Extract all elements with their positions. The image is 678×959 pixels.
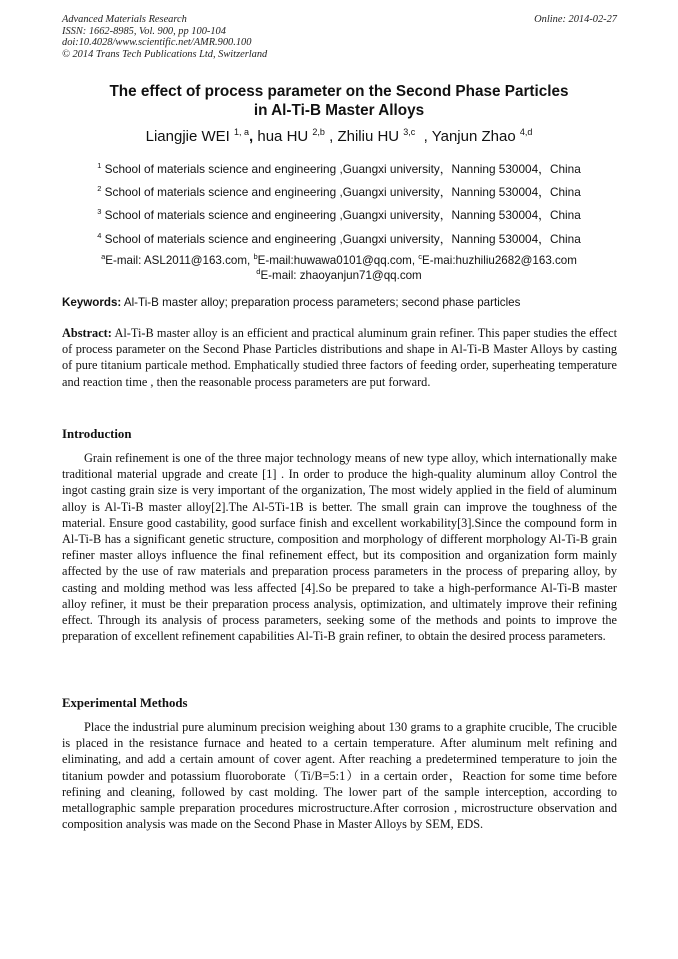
author-separator: ,: [423, 128, 428, 145]
affiliation-text: School of materials science and engineering ,Guangxi university，Nanning 530004，China: [104, 162, 581, 176]
email-line-2: [40, 269, 638, 283]
journal-doi: doi:10.4028/www.scientific.net/AMR.900.100: [62, 37, 252, 49]
title-line-2: in Al-Ti-B Master Alloys: [253, 102, 425, 119]
journal-copyright: © 2014 Trans Tech Publications Ltd, Switzerland: [62, 48, 268, 60]
online-date: Online: 2014-02-27: [534, 14, 617, 25]
email-sup: c: [418, 252, 423, 261]
author-name: Liangjie WEI: [145, 128, 230, 145]
affiliation-number: 2: [97, 184, 102, 193]
affiliation-3: [40, 208, 638, 222]
email-sup: a: [101, 252, 106, 261]
abstract: [62, 325, 617, 390]
keywords-text: Al-Ti-B master alloy; preparation process parameters; second phase particles: [123, 296, 521, 309]
author-name: Yanjun Zhao: [431, 128, 516, 145]
methods-heading: Experimental Methods: [62, 696, 188, 710]
abstract-text: Al-Ti-B master alloy is an efficient and practical aluminum grain refiner. This paper studies the effect of process parameter on the Second Phase Particles distributions and shape in Al-Ti-B Master Alloys by casting of pure titanium particale method. Emphatically studied three factors of feeding order, superheating temperature and reaction time , then the reasonable process parameters are put forward.: [62, 326, 617, 389]
introduction-heading: Introduction: [62, 427, 132, 441]
author-name: hua HU: [257, 128, 309, 145]
affiliation-number: 3: [97, 207, 102, 216]
journal-name: Advanced Materials Research: [62, 14, 187, 25]
keywords-label: Keywords:: [62, 296, 122, 309]
affiliation-2: [40, 185, 638, 199]
title-line-1: The effect of process parameter on the Second Phase Particles: [109, 83, 569, 100]
email-sup: b: [253, 252, 258, 261]
author-sup: 4,d: [519, 127, 533, 137]
introduction-paragraph: Grain refinement is one of the three major technology means of new type alloy, which internationally make traditional material upgrade and create [1] . In order to produce the high-quality aluminum alloy Control the ingot casting grain size is very important of the organization, The most widely applied in the field of aluminum alloy is Al-Ti-B master alloy[2].The Al-5Ti-1B is better. The small grain can improve the toughness of the material. Ensure good castability, good surface finish and excellent workability[3].Since the compound form in Al-Ti-B has a significant genetic structure, composition and morphology of different morphology Al-Ti-B grain refiner master alloys influence the final refinement effect, but its composition and organization form mainly affected by the use of raw materials and preparation process parameters in the process of preparing alloy, by casting and molding method was less affected [4].So be prepared to take a high-performance Al-Ti-B master alloy refiner, it must be their preparation process analysis, optimization, and ultimately improve their refining effect. Through its analysis of process parameters, seeking some of the methods and points to improve the preparation of excellent refinement capabilities Al-Ti-B grain refiner, to obtain the desired process parameters.: [62, 451, 617, 644]
author-name: Zhiliu HU: [337, 128, 400, 145]
author-sup: 3,c: [403, 127, 416, 137]
author-separator: ,: [249, 128, 254, 145]
email-line-1: [40, 254, 638, 268]
email-d: E-mail: zhaoyanjun71@qq.com: [260, 269, 422, 282]
author-list: [40, 127, 638, 147]
affiliation-text: School of materials science and engineering ,Guangxi university，Nanning 530004，China: [104, 208, 581, 222]
email-a: E-mail: ASL2011@163.com,: [105, 254, 251, 267]
introduction-body: [62, 450, 617, 644]
affiliation-text: School of materials science and engineering ,Guangxi university，Nanning 530004，China: [104, 185, 581, 199]
affiliation-text: School of materials science and engineering ,Guangxi university，Nanning 530004，China: [104, 232, 581, 246]
author-sup: 2,b: [312, 127, 325, 137]
abstract-label: Abstract:: [62, 326, 112, 340]
affiliation-1: [40, 162, 638, 176]
email-sup: d: [256, 267, 261, 276]
methods-paragraph: Place the industrial pure aluminum precision weighing about 130 grams to a graphite crucible, The crucible is placed in the resistance furnace and heated to a certain temperature. After aluminum melt refining and eliminating, and add a certain amount of cover agent. After reaching a predetermined temperature to join the titanium powder and potassium fluoroborate（Ti/B=5:1）in a certain order，Reaction for some time before refining and cleaning, followed by cast molding. The lower part of the sample interception, according to metallographic sample preparation procedures microstructure.After corrosion , microstructure observation and composition analysis was made on the Second Phase in Master Alloys by SEM, EDS.: [62, 720, 617, 832]
affiliation-number: 4: [97, 231, 102, 240]
email-b: E-mail:huwawa0101@qq.com,: [257, 254, 416, 267]
paper-title: [40, 82, 638, 120]
journal-issn: ISSN: 1662-8985, Vol. 900, pp 100-104: [62, 25, 226, 37]
affiliation-number: 1: [97, 161, 102, 170]
author-sup: 1, a: [234, 127, 250, 137]
affiliation-4: [40, 232, 638, 246]
author-separator: ,: [329, 128, 334, 145]
keywords: [62, 296, 618, 310]
email-c: E-mai:huzhiliu2682@163.com: [422, 254, 577, 267]
journal-header: [62, 14, 617, 60]
methods-body: [62, 719, 617, 832]
